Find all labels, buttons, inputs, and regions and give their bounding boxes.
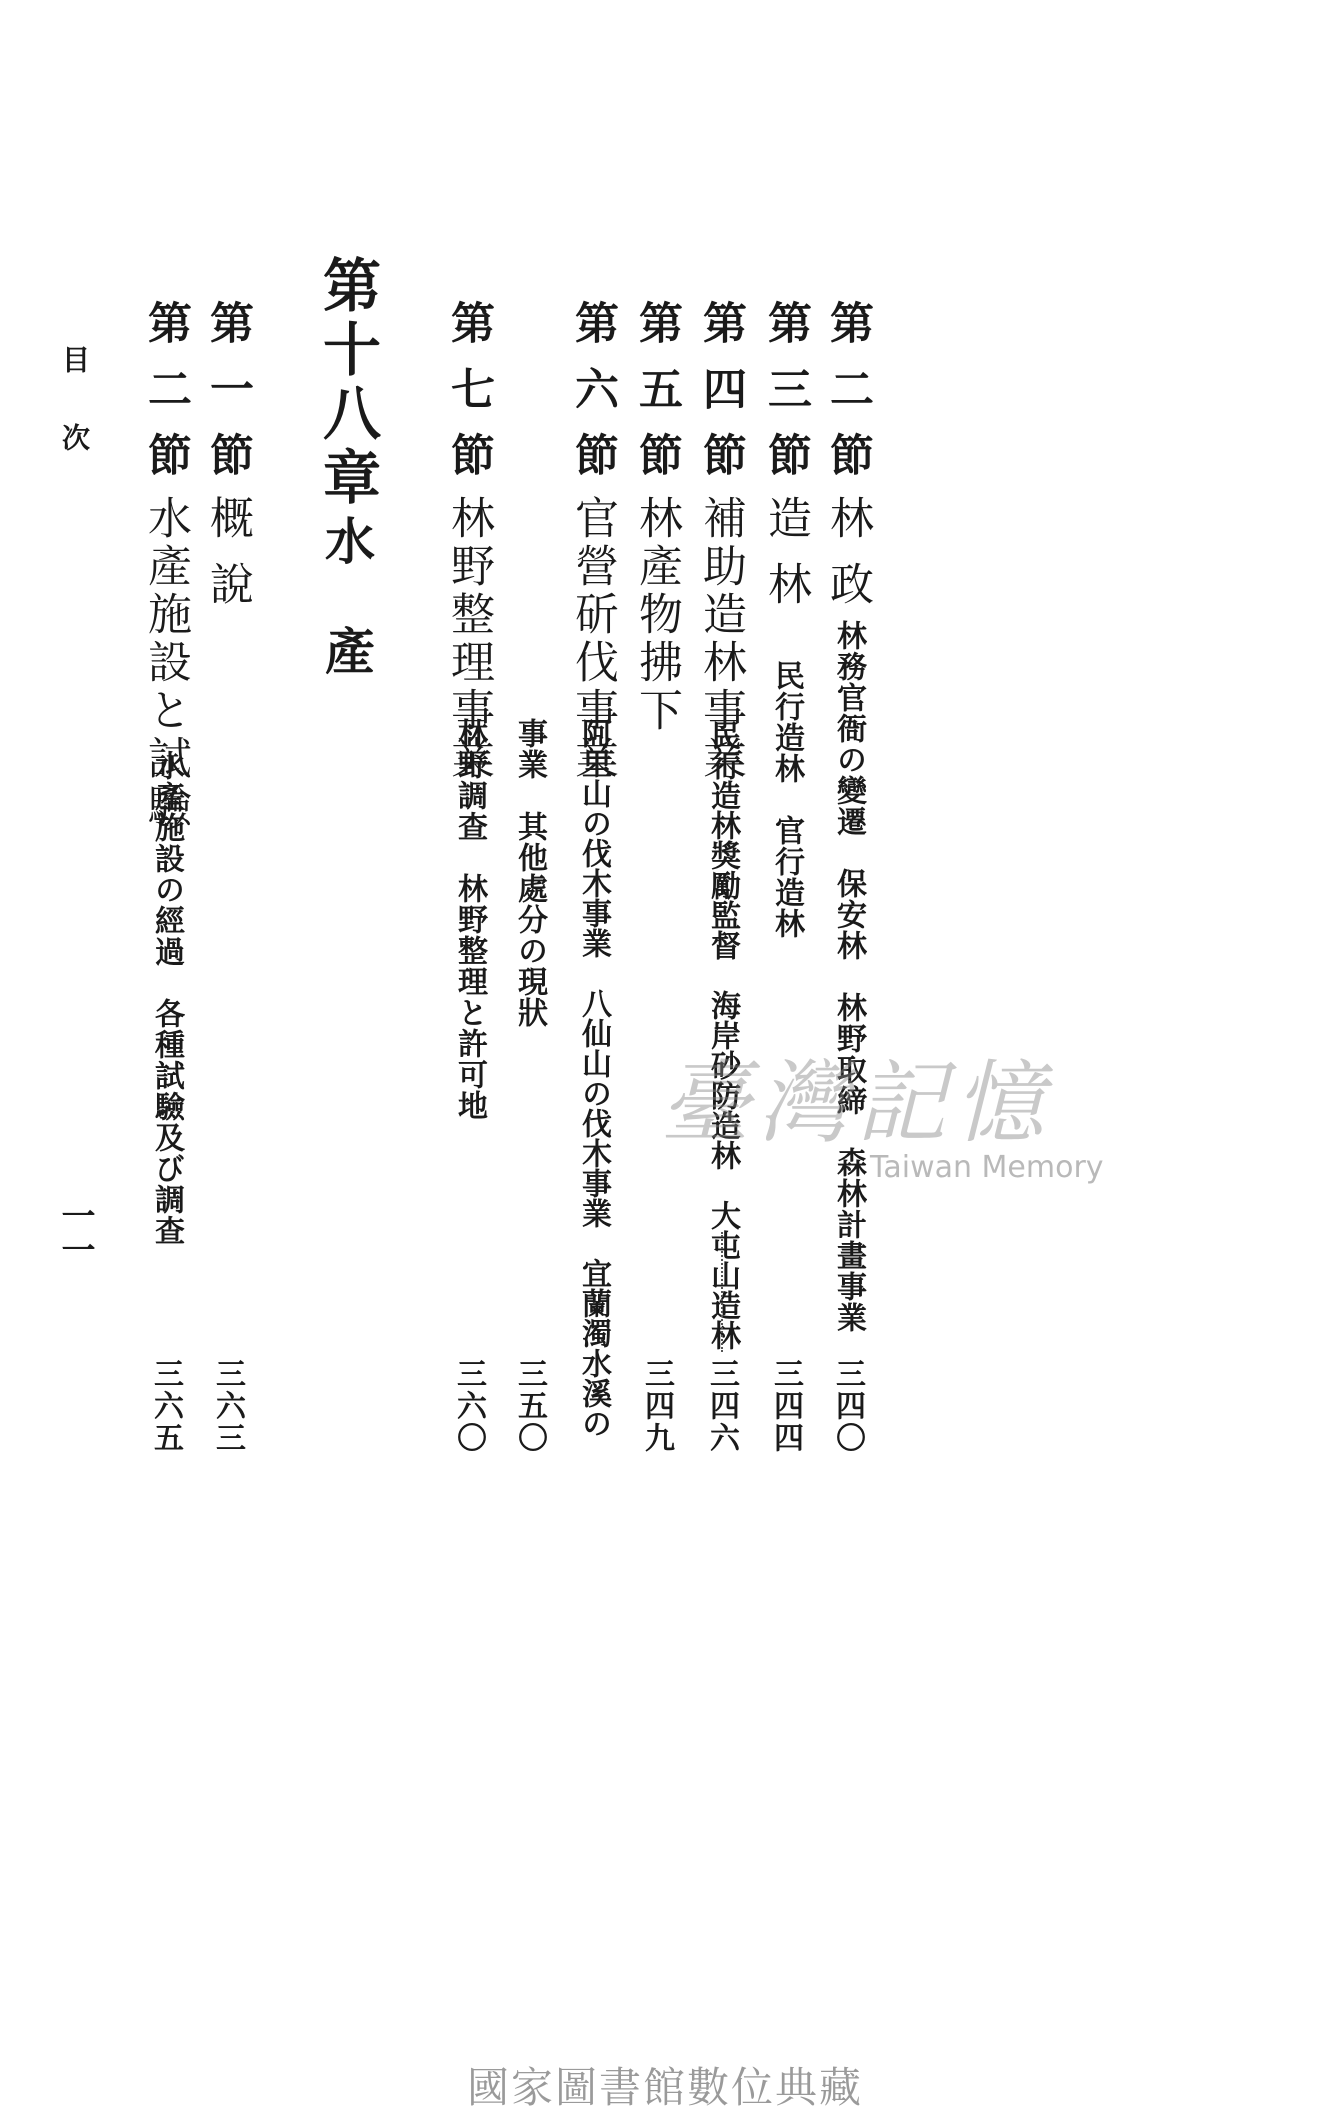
section-subtopics: 民行造林 官行造林 — [769, 660, 804, 939]
section-subtopics: 阿里山の伐木事業 八仙山の伐木事業 宜蘭濁水溪の — [576, 718, 611, 1438]
section-subtopics: 林野調查 林野整理と許可地 — [452, 718, 487, 1121]
section-heading: 第四節 — [695, 300, 746, 498]
page-folio: 一一 — [55, 1198, 95, 1266]
watermark-logo — [660, 1030, 1120, 1190]
section-heading: 第二節 — [140, 300, 191, 498]
page-number: 三四〇 — [830, 1358, 865, 1454]
section-title: 造林 — [760, 495, 811, 627]
section-heading: 第六節 — [567, 300, 618, 498]
section-title: 補助造林事業 — [695, 495, 746, 783]
section-heading: 第二節 — [822, 300, 873, 498]
section-heading: 第一節 — [202, 300, 253, 498]
page-number: 三四四 — [768, 1358, 803, 1454]
watermark-title: 臺灣記憶 — [660, 1051, 1052, 1156]
section-heading: 第七節 — [443, 300, 494, 498]
section-subtopics: 水產施設の經過 各種試驗及び調查 — [149, 750, 184, 1246]
section-title: 官營斫伐事業 — [567, 495, 618, 783]
running-head-contents: 目次 — [58, 345, 91, 501]
chapter-title: 水產 — [317, 515, 375, 735]
page-number: 三六〇 — [451, 1358, 486, 1454]
section-title: 林野整理事業 — [443, 495, 494, 783]
watermark-subtitle: Taiwan Memory — [870, 1150, 1104, 1185]
section-subtopics: 林務官衙の變遷 保安林 林野取締 森林計畫事業 — [831, 620, 866, 1333]
page-number: 三五〇 — [512, 1358, 547, 1454]
chapter-heading: 第十八章 — [313, 255, 381, 511]
page-number: 三六五 — [148, 1358, 183, 1454]
section-heading: 第三節 — [760, 300, 811, 498]
dot-leader — [721, 1232, 723, 1352]
section-title: 林政 — [822, 495, 873, 627]
section-title: 水產施設と試驗 — [140, 495, 191, 831]
footer-archive-credit: 國家圖書館數位典藏 — [466, 2063, 863, 2112]
page-number: 三四九 — [639, 1358, 674, 1454]
page-number: 三四六 — [704, 1358, 739, 1454]
section-subtopics: 民行造林獎勵監督 海岸砂防造林 大屯山造林 — [705, 720, 740, 1350]
section-title: 概說 — [202, 495, 253, 627]
section-heading: 第五節 — [631, 300, 682, 498]
section-subtopics-continued: 事業 其他處分の現狀 — [512, 718, 547, 1028]
section-title: 林產物拂下 — [631, 495, 682, 735]
page-number: 三六三 — [210, 1358, 245, 1454]
